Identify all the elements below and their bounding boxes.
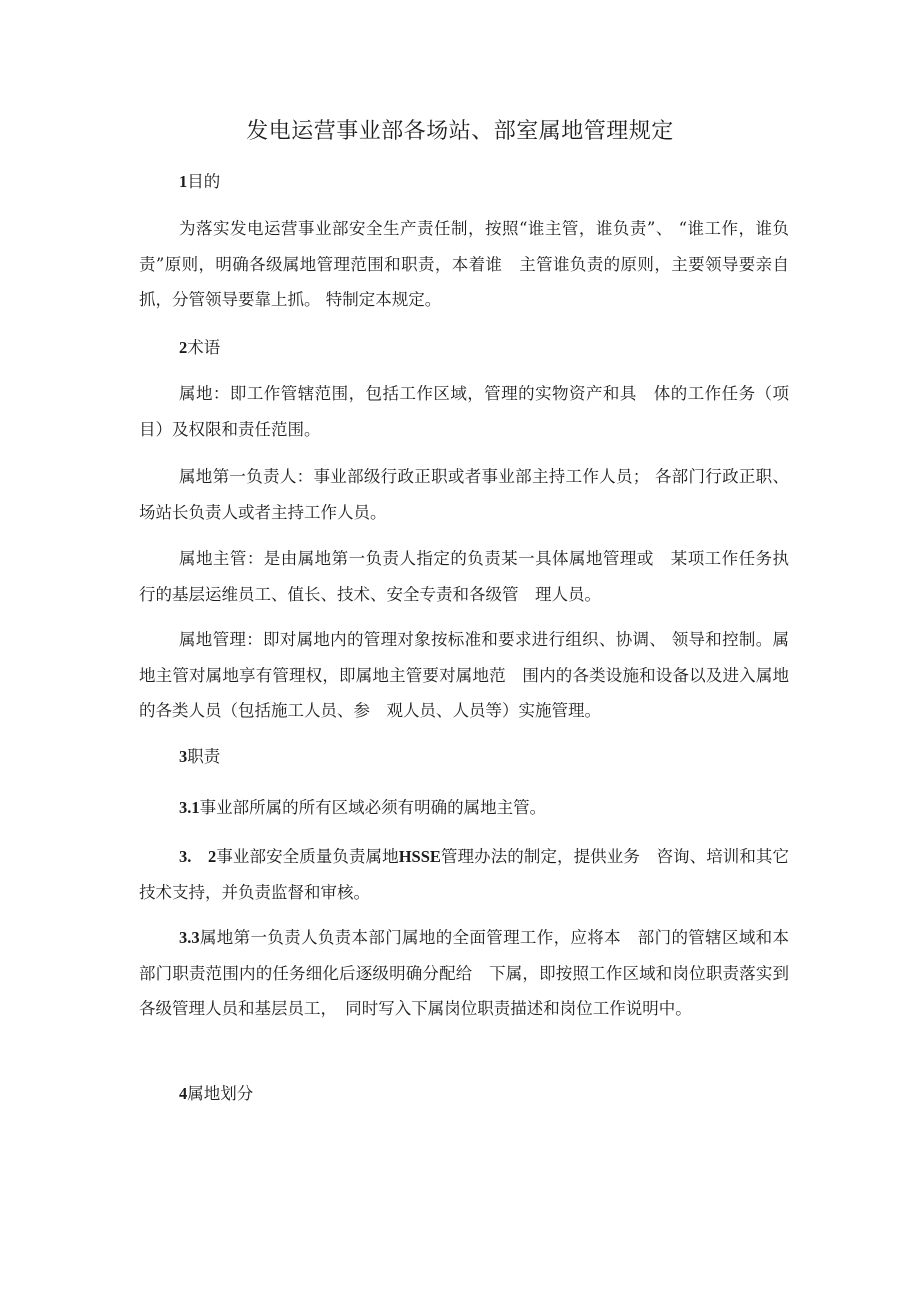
term-paragraph-territory-management: 属地管理：即对属地内的管理对象按标准和要求进行组织、协调、 领导和控制。属地主管对属地享有管理权，即属地主管要对属地范 围内的各类设施和设备以及进入属地的各类人员（包括施工人员、参 观人员、人员等）实施管理。: [139, 630, 789, 720]
term-paragraph-first-responsible: 属地第一负责人：事业部级行政正职或者事业部主持工作人员； 各部门行政正职、场站长负责人或者主持工作人员。: [139, 467, 789, 522]
purpose-paragraph: 为落实发电运营事业部安全生产责任制，按照“谁主管，谁负责”、 “谁工作，谁负责”原则，明确各级属地管理范围和职责，本着谁 主管谁负责的原则，主要领导要亲自抓，分管领导要靠上抓。 特制定本规定。: [139, 219, 789, 309]
section-title: 术语: [187, 338, 221, 357]
section-number: 2: [179, 338, 188, 357]
duty-number: 3.1: [179, 798, 200, 817]
section-heading-duties: [179, 739, 220, 775]
duty-number: 3.3: [179, 928, 200, 947]
duty-text: 属地第一负责人负责本部门属地的全面管理工作，应将本 部门的管辖区域和本部门职责范围内的任务细化后逐级明确分配给 下属，即按照工作区域和岗位职责落实到各级管理人员和基层员工， 同时写入下属岗位职责描述和岗位工作说明中。: [139, 928, 789, 1018]
duty-number: 3. 2: [179, 847, 217, 866]
duty-text: 事业部所属的所有区域必须有明确的属地主管。: [199, 798, 547, 817]
term-paragraph-territory-supervisor: 属地主管：是由属地第一负责人指定的负责某一具体属地管理或 某项工作任务执行的基层运维员工、值长、技术、安全专责和各级管 理人员。: [139, 549, 789, 604]
duty-paragraph-3-1: [139, 790, 789, 826]
term-paragraph-territory: 属地：即工作管辖范围，包括工作区域，管理的实物资产和具 体的工作任务（项目）及权限和责任范围。: [139, 384, 789, 439]
duty-bold-term: HSSE: [398, 847, 441, 866]
section-title: 目的: [187, 172, 221, 191]
section-heading-purpose: [179, 164, 220, 200]
duty-paragraph-3-3: [139, 920, 789, 1027]
section-heading-division: [179, 1076, 253, 1112]
section-heading-terms: [179, 330, 220, 366]
duty-text-continued: 管理办法的制定，提供业务 咨询、培训和其它技术支持，并负责监督和审核。: [139, 847, 790, 902]
section-number: 1: [179, 172, 188, 191]
section-title: 属地划分: [187, 1084, 254, 1103]
duty-paragraph-3-2: [139, 839, 789, 910]
section-number: 4: [179, 1084, 188, 1103]
duty-text: 事业部安全质量负责属地: [216, 847, 399, 866]
section-title: 职责: [187, 747, 221, 766]
document-title: 发电运营事业部各场站、部室属地管理规定: [246, 119, 674, 144]
section-number: 3: [179, 747, 188, 766]
